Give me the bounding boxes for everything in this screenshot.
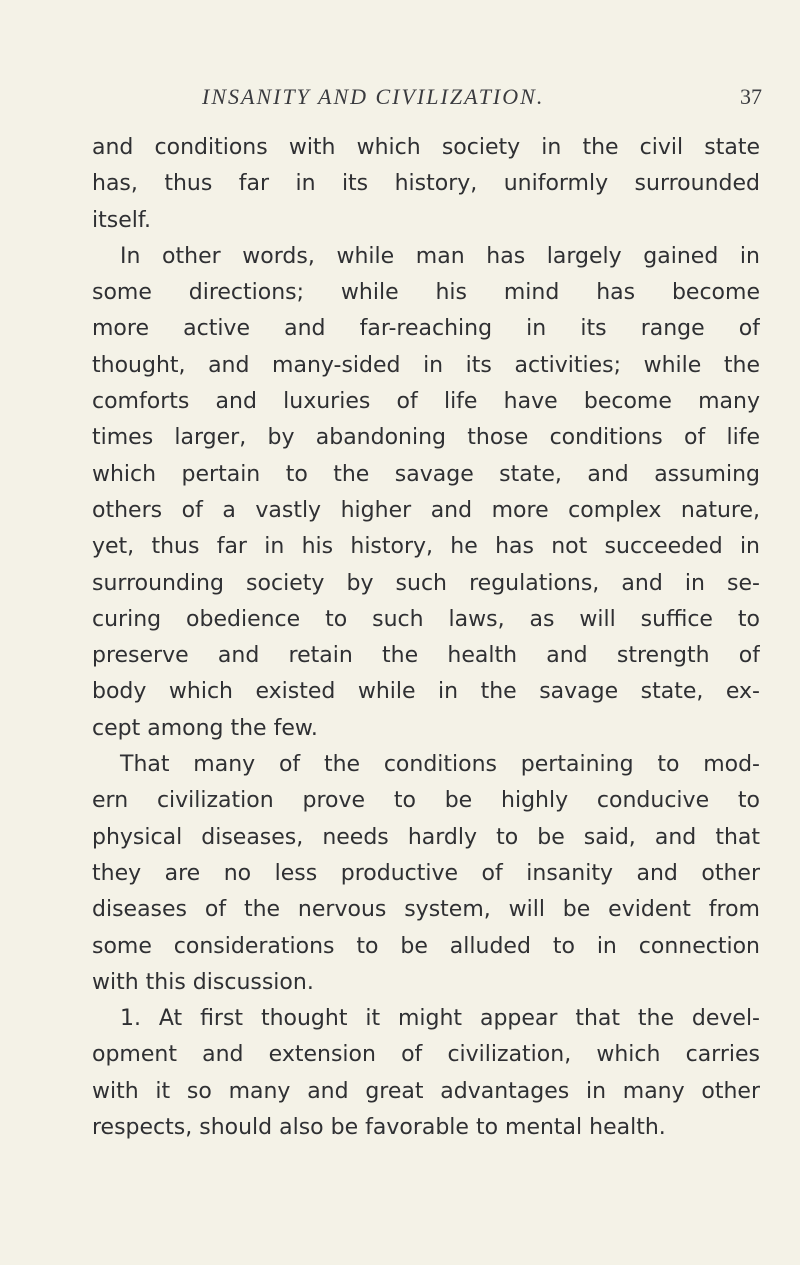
text-line: and conditions with which society in the civil state xyxy=(92,135,760,160)
text-line: body which existed while in the savage state, ex- xyxy=(92,679,760,705)
text-line: itself. xyxy=(92,207,151,233)
text-line: some considerations to be alluded to in connection xyxy=(92,933,760,959)
text-line: times larger, by abandoning those conditions of life xyxy=(92,425,760,451)
running-header xyxy=(202,84,762,118)
text-line: yet, thus far in his history, he has not succeeded in xyxy=(92,534,760,560)
text-line: some directions; while his mind has become xyxy=(92,280,760,306)
running-title: INSANITY AND CIVILIZATION. xyxy=(202,84,545,109)
text-line: physical diseases, needs hardly to be said, and that xyxy=(92,824,760,850)
text-line: opment and extension of civilization, which carries xyxy=(92,1042,760,1068)
text-line: respects, should also be favorable to mental health. xyxy=(92,1115,666,1141)
text-line: diseases of the nervous system, will be evident from xyxy=(92,897,760,923)
text-line: surrounding society by such regulations, and in se- xyxy=(92,570,760,596)
page-number: 37 xyxy=(740,84,762,109)
text-line: has, thus far in its history, uniformly surrounded xyxy=(92,171,760,197)
text-line: That many of the conditions pertaining to mod- xyxy=(120,752,760,778)
text-line: thought, and many-sided in its activities; while the xyxy=(92,352,760,378)
body-text xyxy=(92,130,760,1146)
text-line: more active and far-reaching in its range of xyxy=(92,316,760,342)
text-line: others of a vastly higher and more complex nature, xyxy=(92,497,760,523)
text-line: curing obedience to such laws, as will suffice to xyxy=(92,606,760,632)
text-line: cept among the few. xyxy=(92,715,318,741)
text-line: ern civilization prove to be highly conducive to xyxy=(92,788,760,814)
text-line: which pertain to the savage state, and assuming xyxy=(92,461,760,487)
text-line: with it so many and great advantages in many other xyxy=(92,1078,760,1104)
text-line: preserve and retain the health and strength of xyxy=(92,643,760,669)
text-line: 1. At first thought it might appear that the devel- xyxy=(120,1006,760,1032)
text-line: In other words, while man has largely gained in xyxy=(120,243,760,269)
text-line: comforts and luxuries of life have become many xyxy=(92,389,760,415)
text-line: with this discussion. xyxy=(92,969,314,995)
text-line: they are no less productive of insanity and other xyxy=(92,860,760,886)
